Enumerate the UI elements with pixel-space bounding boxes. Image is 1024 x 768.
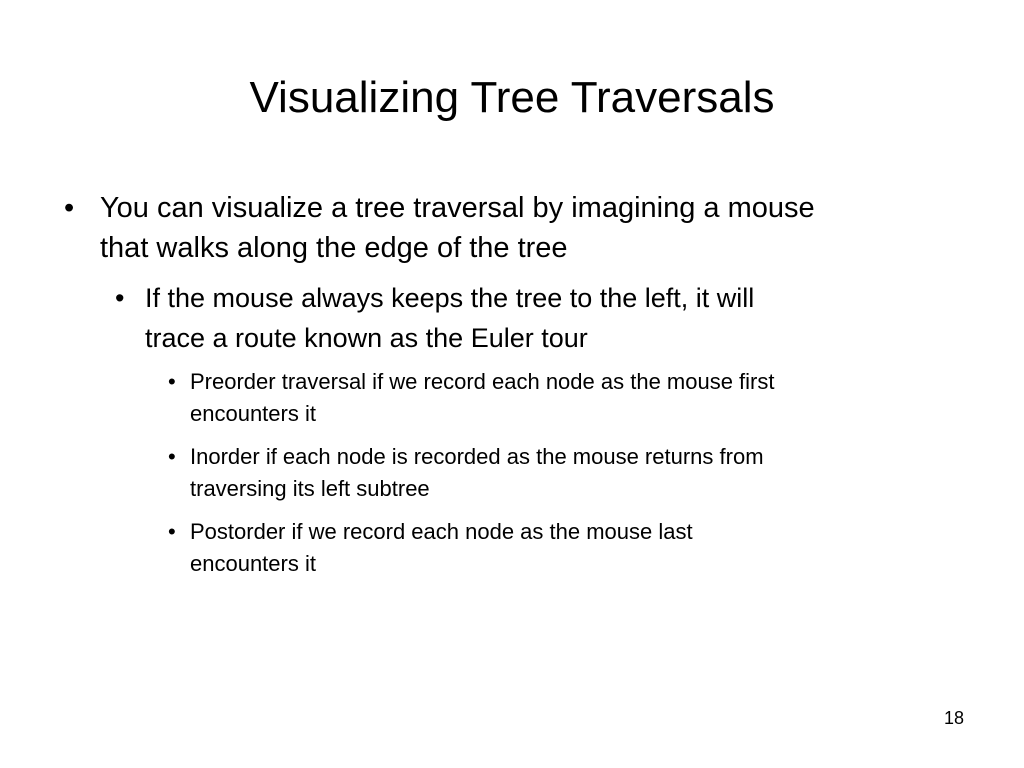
bullet-text: Postorder if we record each node as the mouse last encounters it: [190, 519, 693, 576]
bullet-text: If the mouse always keeps the tree to the left, it will trace a route known as the Euler tour: [145, 283, 755, 353]
slide-title: Visualizing Tree Traversals: [249, 73, 775, 122]
bullet-glyph: •: [168, 519, 176, 544]
bullet-glyph: •: [115, 283, 125, 313]
page-number: 18: [943, 708, 964, 728]
bullet-text: Preorder traversal if we record each node as the mouse first encounters it: [190, 369, 775, 426]
bullet-glyph: •: [168, 444, 176, 469]
bullet-glyph: •: [168, 369, 176, 394]
bullet-glyph: •: [64, 192, 75, 224]
bullet-text: You can visualize a tree traversal by imagining a mouse that walks along the edge of the tree: [100, 192, 815, 264]
bullet-text: Inorder if each node is recorded as the mouse returns from traversing its left subtree: [190, 444, 764, 501]
